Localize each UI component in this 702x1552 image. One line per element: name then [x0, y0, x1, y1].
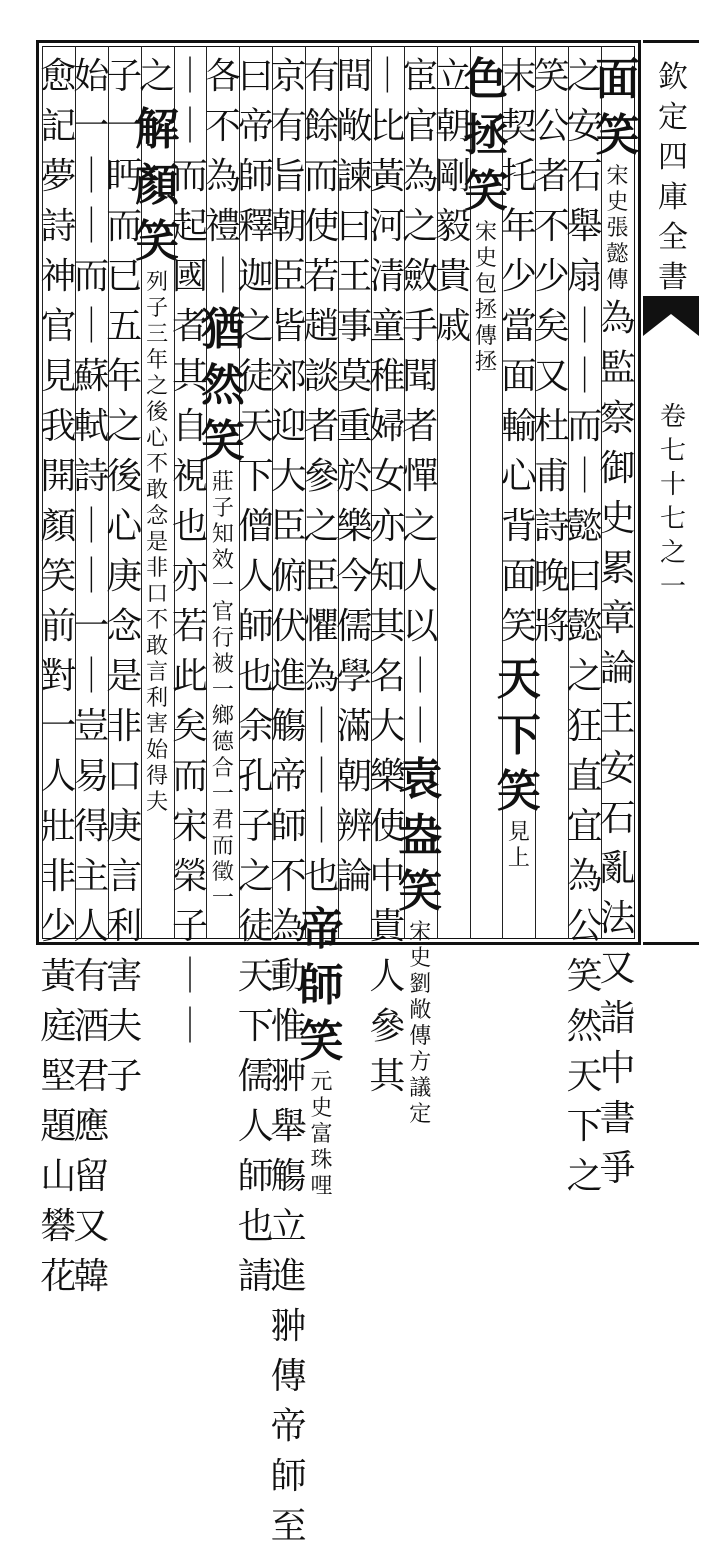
- body-text: 愈 記 夢 詩 神 官 見 我 開 顏 笑 前 對 一 人 壯 非 少 黃 庭 堅 題 山 礬 花: [40, 56, 77, 1297]
- body-text: 間 敞 諫 曰 王 事 莫 重 於 樂 今 儒 學 滿 朝 辨 論: [336, 56, 373, 897]
- body-text: 子 一 眄 而 已 五 年 之 後 心 庚 念 是 非 口 庚 言 利 害 夫 子: [106, 56, 143, 1097]
- body-text: 懿 曰 懿 之 狂 直 宜 為 公 笑 然 天 下 之: [566, 506, 603, 1197]
- entry-heading: 天 下 笑: [496, 654, 541, 817]
- body-text: 翀 傳 帝 師 至: [270, 1306, 307, 1547]
- annotation-text: 列 子 三 年 之 後 心 不 敢 念 是 非 口 不 敢 言 利 害 始 得 夫: [146, 270, 169, 815]
- body-text: 之 安 石 舉 扇: [566, 56, 603, 297]
- entry-heading: 帝 師 笑: [299, 904, 344, 1067]
- margin-book-title: 欽 定 四 庫 全 書: [658, 60, 688, 295]
- annotation-text: 宋 史 張 懿 傳: [606, 164, 629, 293]
- body-text: 立 朝 剛 毅 貴 戚: [435, 56, 472, 347]
- body-text: 國 者 其 自 視 也 亦 若 此 矣 而 宋 榮 子 ｜ ｜: [171, 256, 208, 1047]
- entry-heading: 色 拯 笑: [464, 54, 508, 217]
- body-text: 之: [139, 56, 176, 97]
- body-text: 末 契 托 年 少 當 面 輸 心 背 面 笑: [500, 56, 537, 647]
- body-text: 宦 官 為 之 斂 手 聞 者 憚 之 人 以 ｜ ｜: [402, 56, 439, 747]
- body-text: 曰 帝 師 釋 迦 之 徒 天 下 僧 人 師 也 余 孔 子 之 徒 天 下 儒 人 師 也 請: [237, 56, 274, 1297]
- body-text: 各 不 為 禮 ｜: [204, 56, 241, 297]
- annotation-text: 宋 史 包 拯 傳 拯: [474, 220, 497, 375]
- body-text: 大 樂 使 中 貴 人 參 其: [369, 706, 406, 1097]
- entry-heading: 解 顏 笑: [135, 104, 180, 267]
- body-text: 始 一 ｜ ｜ 而 ｜ 蘇 軾 詩 ｜ ｜ 一 ｜ 豈 易 得 主 人 有 酒 君 應 留 又 韓: [73, 56, 110, 1297]
- entry-heading: 猶 然 笑: [200, 304, 245, 467]
- annotation-text: 宋 史 劉 敞 傳 方 議 定: [409, 920, 432, 1127]
- entry-heading: 面 笑: [595, 54, 640, 161]
- fish-tail-icon: [643, 296, 699, 336]
- body-text: 為 監 察 御 史 累 章 論 王 安 石 亂 法 又 詣 中 書 爭: [599, 298, 636, 1189]
- margin-juan-number: 卷 七 十 七 之 一: [659, 402, 686, 602]
- body-text: 有 餘 而 使 若 趙 談 者 參 之 臣 懼 為 ｜ ｜ ｜ 也: [303, 56, 340, 897]
- body-text: ｜ 比 黃 河 清 童 稚 婦 女 亦 知 其 名: [369, 56, 406, 697]
- body-text: 京 有 旨 朝 臣 皆 郊 迎 大 臣 俯 伏 進 觴 帝 師 不 為 動 惟 翀 舉 觴 立 進: [270, 56, 307, 1297]
- text-column: [33, 52, 83, 1297]
- annotation-text: 莊 子 知 效 一 官 行 被 一 鄉 德 合 一 君 而 徵 一: [211, 470, 234, 911]
- body-text: 笑 公 者 不 少 矣 又 杜 甫 詩 晚 將: [533, 56, 570, 647]
- annotation-text: 元 史 富 珠 哩: [310, 1070, 333, 1199]
- body-text: ｜ ｜ 而 起: [171, 56, 208, 247]
- body-text: ｜ ｜ 而 ｜: [566, 306, 603, 497]
- annotation-text: 見 上: [507, 820, 530, 871]
- entry-heading: 袁 盎 笑: [398, 754, 443, 917]
